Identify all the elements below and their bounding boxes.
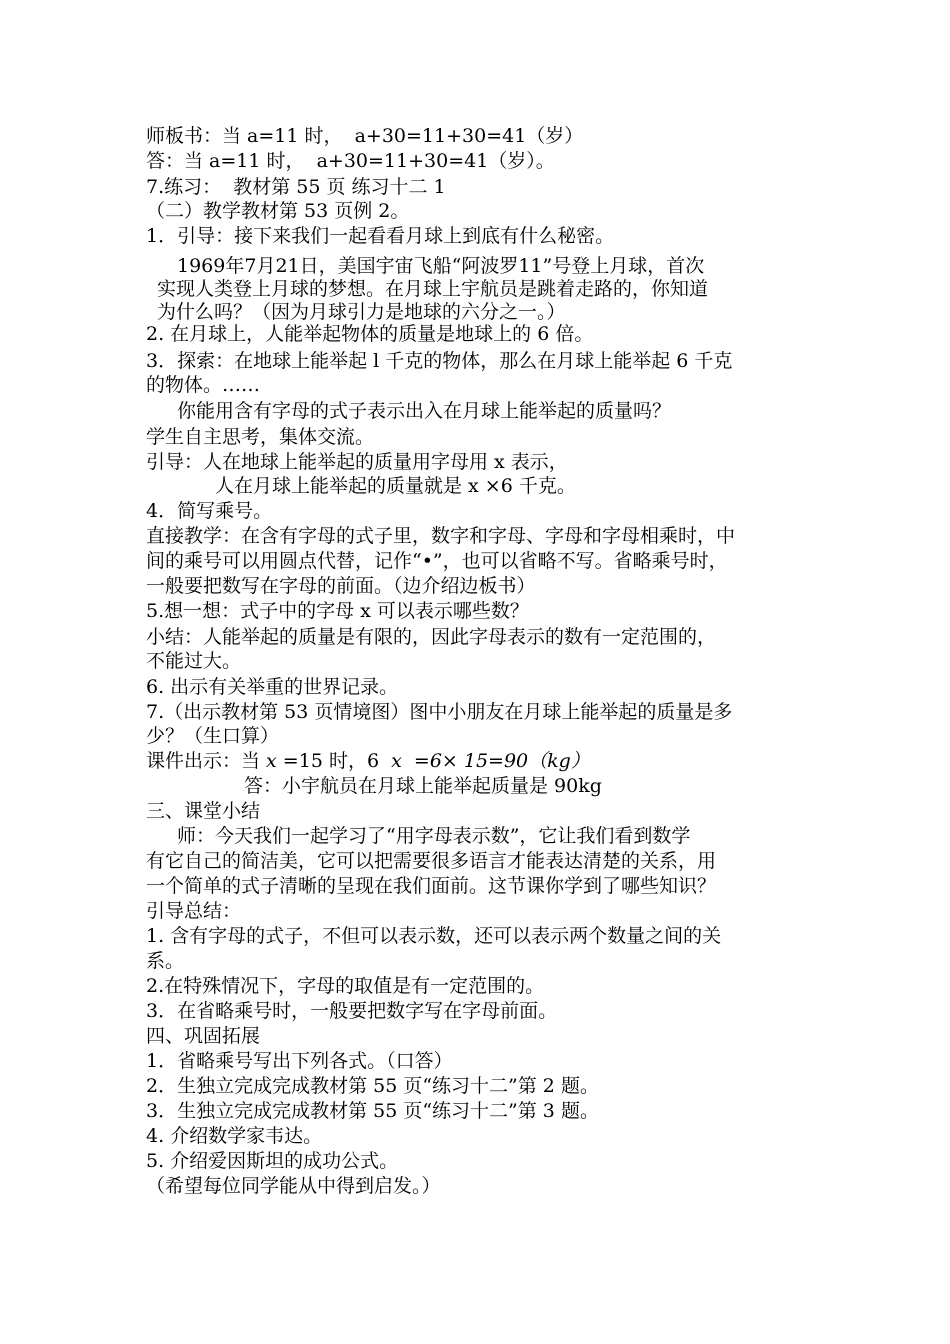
text-line: 引导：人在地球上能举起的质量用字母用 x 表示， <box>146 451 568 473</box>
text-line: 答：小宇航员在月球上能举起质量是 90kg <box>244 775 602 797</box>
text-line: 为什么吗？（因为月球引力是地球的六分之一。） <box>157 301 566 323</box>
text-run: x <box>391 750 402 772</box>
text-line: 你能用含有字母的式子表示出入在月球上能举起的质量吗？ <box>177 400 672 422</box>
text-line: 不能过大。 <box>146 650 242 672</box>
text-line: 答：当 a=11 时， a+30=11+30=41（岁）。 <box>146 150 555 172</box>
text-line: 2. 在月球上，人能举起物体的质量是地球上的 6 倍。 <box>146 323 594 345</box>
text-run: x <box>266 750 277 772</box>
text-line: 的物体。…… <box>146 374 261 396</box>
text-line: 3．在省略乘号时，一般要把数字写在字母前面。 <box>146 1000 558 1022</box>
text-line: 系。 <box>146 950 185 972</box>
text-line: 师：今天我们一起学习了“用字母表示数”，它让我们看到数学 <box>177 825 691 847</box>
text-line: 2.在特殊情况下，字母的取值是有一定范围的。 <box>146 975 545 997</box>
text-line <box>146 749 590 773</box>
text-line: 小结：人能举起的质量是有限的，因此字母表示的数有一定范围的， <box>146 626 717 648</box>
text-line: 7.（出示教材第 53 页情境图）图中小朋友在月球上能举起的质量是多 <box>146 701 733 723</box>
section-heading: 四、巩固拓展 <box>146 1025 261 1047</box>
text-line: 2．生独立完成完成教材第 55 页“练习十二”第 2 题。 <box>146 1075 599 1097</box>
text-line: 1．引导：接下来我们一起看看月球上到底有什么秘密。 <box>146 225 615 247</box>
text-line: 间的乘号可以用圆点代替，记作“•”，也可以省略不写。省略乘号时， <box>146 550 728 572</box>
text-line: 1969年7月21日，美国宇宙飞船“阿波罗11”号登上月球，首次 <box>177 255 705 277</box>
text-line: 有它自己的简洁美，它可以把需要很多语言才能表达清楚的关系，用 <box>146 850 717 872</box>
text-line: 一般要把数写在字母的前面。（边介绍边板书） <box>146 575 536 597</box>
text-line: 师板书：当 a=11 时， a+30=11+30=41（岁） <box>146 125 584 147</box>
text-line: 3．探索：在地球上能举起 l 千克的物体，那么在月球上能举起 6 千克 <box>146 350 733 372</box>
text-line: 实现人类登上月球的梦想。在月球上宇航员是跳着走路的，你知道 <box>157 278 709 300</box>
text-run: =15 时，6 <box>276 750 392 772</box>
text-line: 5. 介绍爱因斯坦的成功公式。 <box>146 1150 399 1172</box>
text-line: 1．省略乘号写出下列各式。（口答） <box>146 1050 453 1072</box>
text-run: =6× 15=90（kg） <box>401 750 590 772</box>
text-line: 引导总结： <box>146 900 242 922</box>
text-line: 1. 含有字母的式子，不但可以表示数，还可以表示两个数量之间的关 <box>146 925 722 947</box>
text-line: 6. 出示有关举重的世界记录。 <box>146 676 399 698</box>
text-line: 少？（生口算） <box>146 725 280 747</box>
text-line: （希望每位同学能从中得到启发。） <box>146 1175 441 1197</box>
section-heading: 三、课堂小结 <box>146 800 261 822</box>
text-line: 人在月球上能举起的质量就是 x ×6 千克。 <box>215 475 576 497</box>
text-line: 5.想一想：式子中的字母 x 可以表示哪些数？ <box>146 600 529 622</box>
section-heading: （二）教学教材第 53 页例 2。 <box>146 200 410 222</box>
text-line: 4．简写乘号。 <box>146 500 273 522</box>
text-line: 7.练习： 教材第 55 页 练习十二 1 <box>146 176 446 198</box>
text-line: 直接教学：在含有字母的式子里，数字和字母、字母和字母相乘时，中 <box>146 525 736 547</box>
text-line: 3．生独立完成完成教材第 55 页“练习十二”第 3 题。 <box>146 1100 599 1122</box>
text-line: 一个简单的式子清晰的呈现在我们面前。这节课你学到了哪些知识？ <box>146 875 717 897</box>
text-line: 4. 介绍数学家韦达。 <box>146 1125 323 1147</box>
text-line: 学生自主思考，集体交流。 <box>146 426 375 448</box>
text-run: 课件出示：当 <box>146 750 267 772</box>
